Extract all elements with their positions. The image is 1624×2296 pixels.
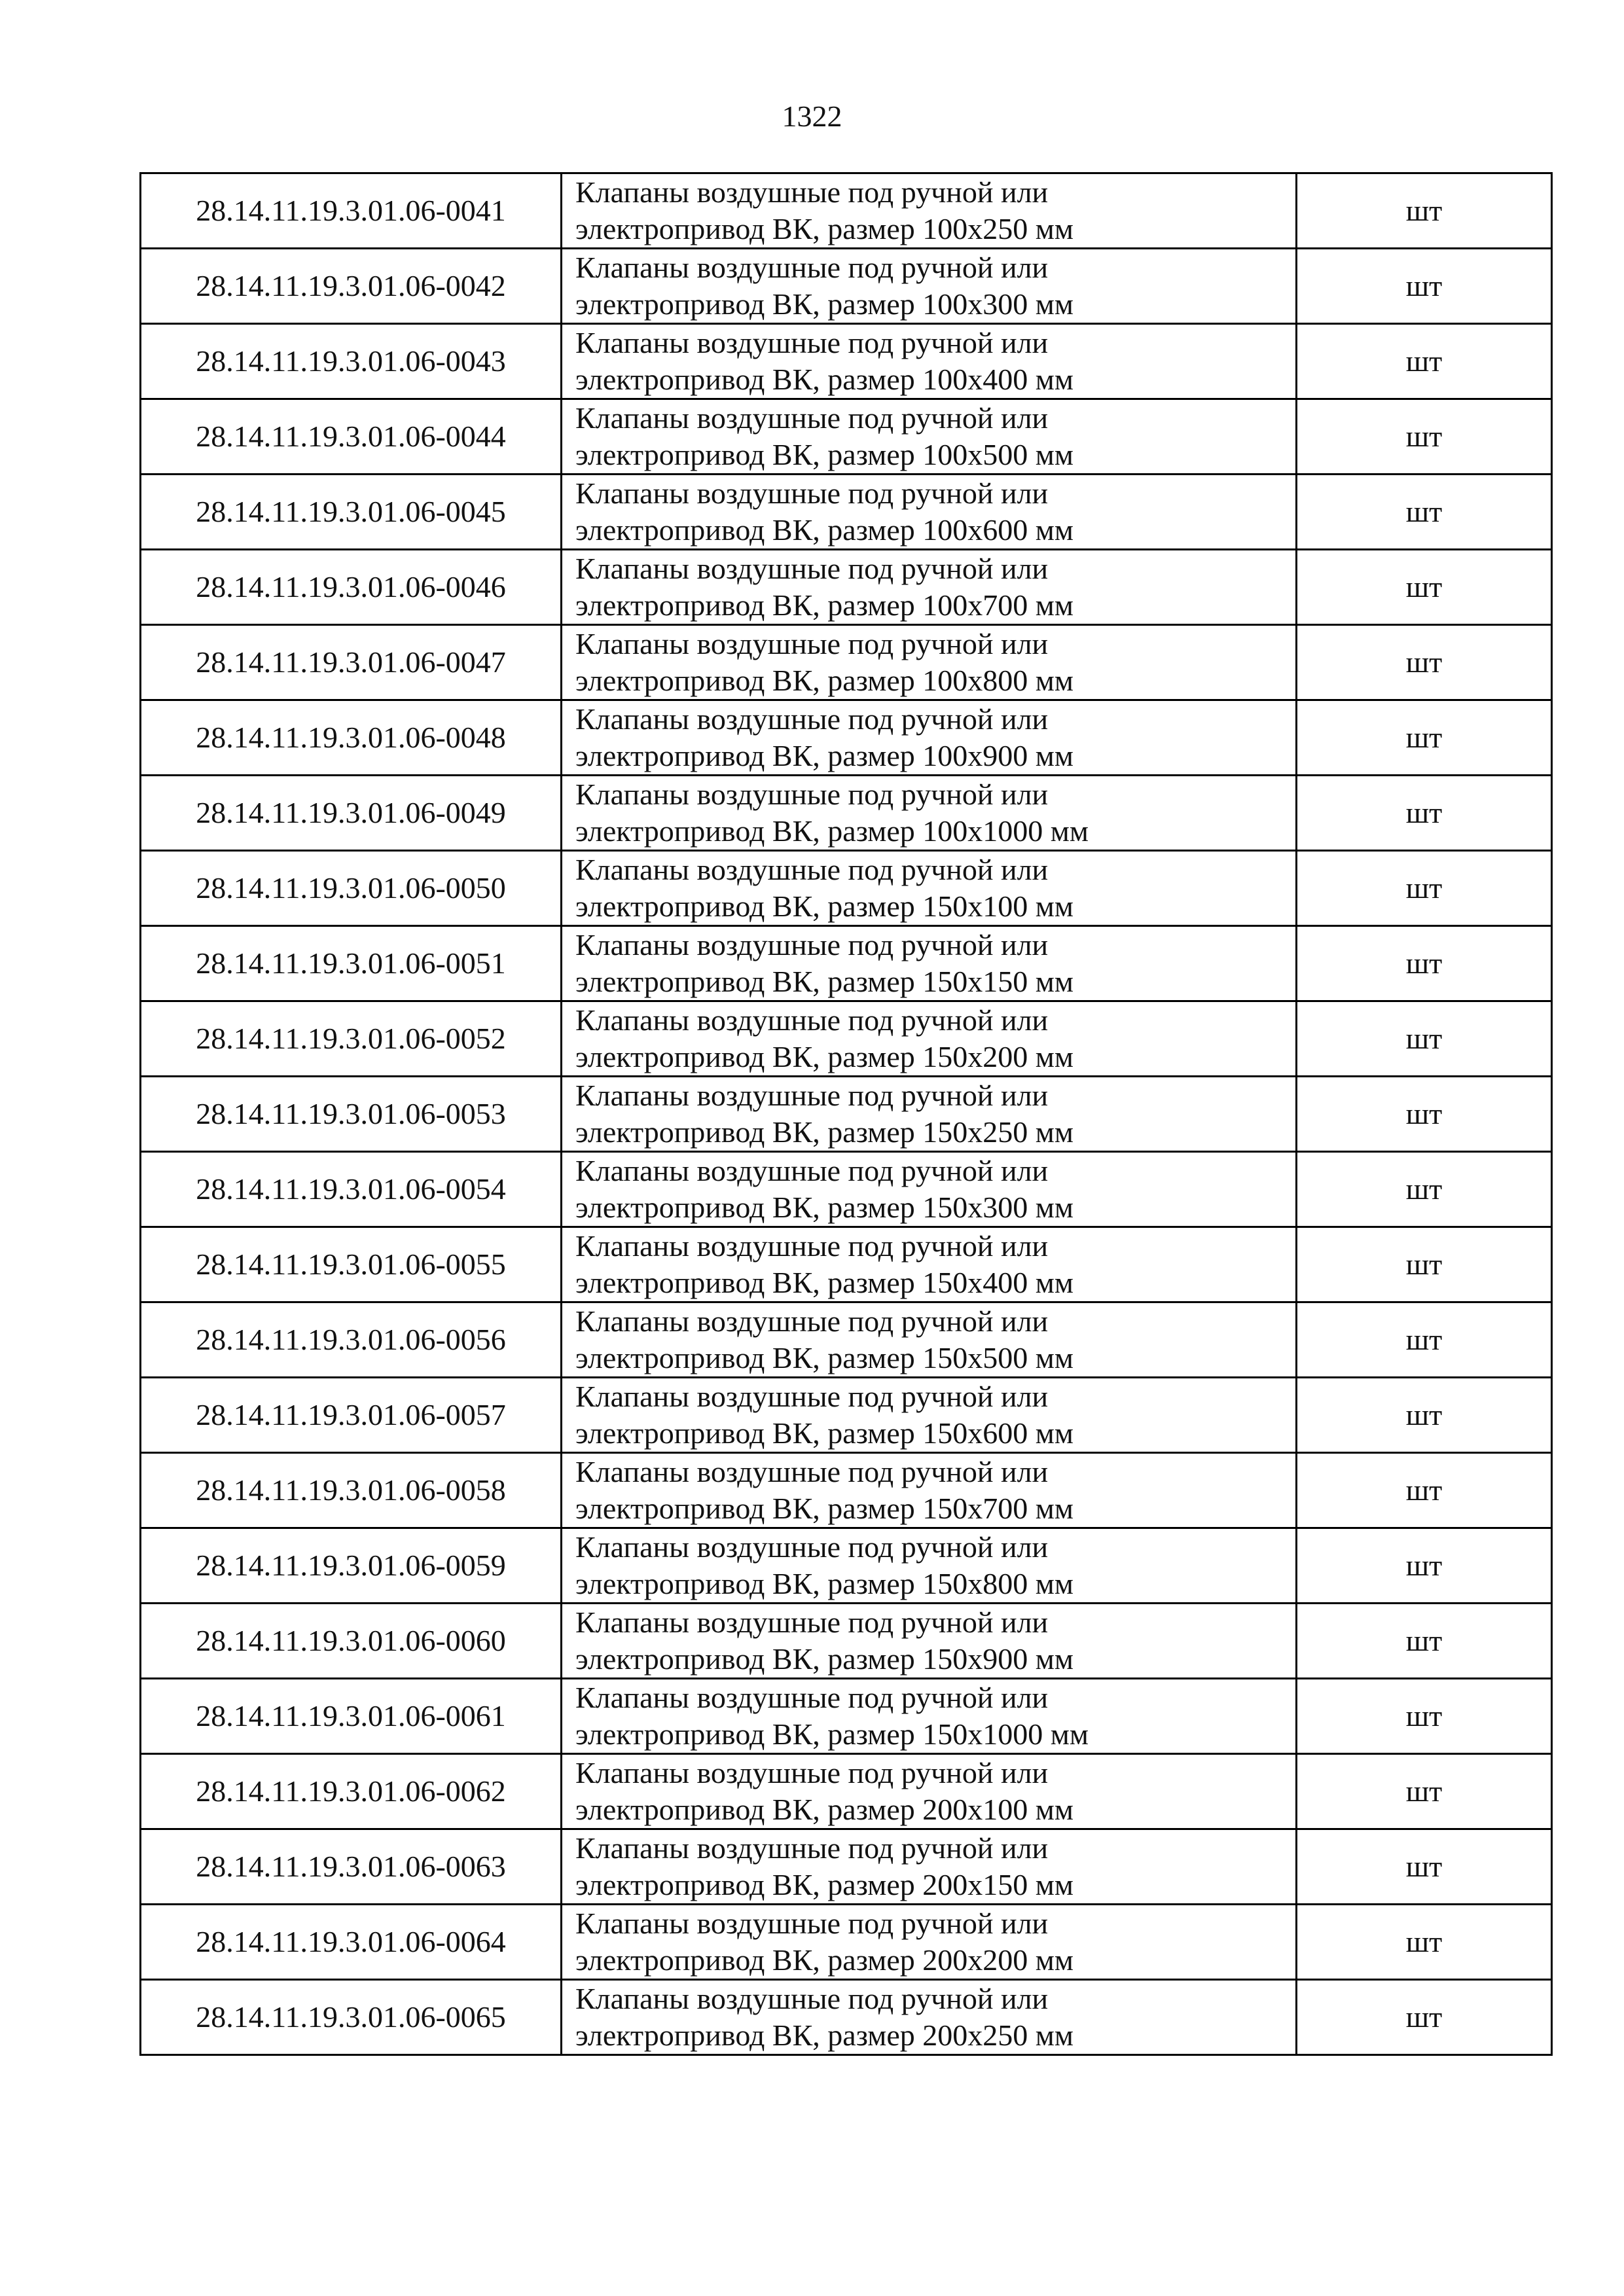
resource-code-cell: 28.14.11.19.3.01.06-0059 (141, 1528, 562, 1604)
resource-name-cell (562, 851, 1297, 926)
unit-cell: шт (1297, 249, 1552, 324)
resource-code-cell: 28.14.11.19.3.01.06-0053 (141, 1077, 562, 1152)
resource-name-line-1: Клапаны воздушные под ручной или (575, 1380, 1049, 1413)
unit-cell: шт (1297, 324, 1552, 399)
resource-name-line-1: Клапаны воздушные под ручной или (575, 627, 1049, 660)
resource-name-line-1: Клапаны воздушные под ручной или (575, 326, 1049, 359)
resource-name-line-2: электропривод ВК, размер 100х700 мм (575, 588, 1074, 622)
resource-name-line-1: Клапаны воздушные под ручной или (575, 702, 1049, 736)
table-row (141, 1905, 1552, 1980)
resource-name-cell (562, 1528, 1297, 1604)
resource-name-line-2: электропривод ВК, размер 200х150 мм (575, 1868, 1074, 1901)
unit-cell: шт (1297, 1453, 1552, 1528)
resource-code-cell: 28.14.11.19.3.01.06-0049 (141, 776, 562, 851)
resource-name-line-1: Клапаны воздушные под ручной или (575, 1982, 1049, 2015)
unit-cell: шт (1297, 851, 1552, 926)
resource-name-line-2: электропривод ВК, размер 100х400 мм (575, 363, 1074, 396)
resource-name-cell (562, 1905, 1297, 1980)
resource-name-cell (562, 475, 1297, 550)
resource-name-line-1: Клапаны воздушные под ручной или (575, 1530, 1049, 1564)
table-row (141, 324, 1552, 399)
table-row (141, 249, 1552, 324)
resource-name-cell (562, 1302, 1297, 1378)
table-row (141, 926, 1552, 1001)
resource-name-cell (562, 173, 1297, 249)
resource-name-line-1: Клапаны воздушные под ручной или (575, 928, 1049, 961)
unit-cell: шт (1297, 1679, 1552, 1754)
resource-code-cell: 28.14.11.19.3.01.06-0064 (141, 1905, 562, 1980)
unit-cell: шт (1297, 1754, 1552, 1829)
resource-code-cell: 28.14.11.19.3.01.06-0044 (141, 399, 562, 475)
page-number: 1322 (782, 99, 842, 133)
table-row (141, 625, 1552, 700)
resource-name-cell (562, 700, 1297, 776)
unit-cell: шт (1297, 1378, 1552, 1453)
unit-cell: шт (1297, 1829, 1552, 1905)
resource-name-line-2: электропривод ВК, размер 150х800 мм (575, 1567, 1074, 1600)
resource-name-line-2: электропривод ВК, размер 150х500 мм (575, 1341, 1074, 1374)
resource-code-cell: 28.14.11.19.3.01.06-0043 (141, 324, 562, 399)
resource-code-cell: 28.14.11.19.3.01.06-0063 (141, 1829, 562, 1905)
unit-cell: шт (1297, 1077, 1552, 1152)
resource-name-cell (562, 324, 1297, 399)
resource-code-cell: 28.14.11.19.3.01.06-0057 (141, 1378, 562, 1453)
resource-name-line-2: электропривод ВК, размер 150х700 мм (575, 1492, 1074, 1525)
resource-code-cell: 28.14.11.19.3.01.06-0052 (141, 1001, 562, 1077)
resource-name-cell (562, 776, 1297, 851)
resource-name-cell (562, 1679, 1297, 1754)
resource-code-cell: 28.14.11.19.3.01.06-0051 (141, 926, 562, 1001)
resource-name-line-2: электропривод ВК, размер 200х250 мм (575, 2018, 1074, 2052)
table-row (141, 1302, 1552, 1378)
unit-cell: шт (1297, 1152, 1552, 1227)
resource-name-line-2: электропривод ВК, размер 150х200 мм (575, 1040, 1074, 1073)
table-row (141, 1604, 1552, 1679)
resource-name-cell (562, 550, 1297, 625)
resource-code-cell: 28.14.11.19.3.01.06-0046 (141, 550, 562, 625)
unit-cell: шт (1297, 173, 1552, 249)
resource-name-cell (562, 1227, 1297, 1302)
resource-name-line-1: Клапаны воздушные под ручной или (575, 401, 1049, 435)
resource-name-line-1: Клапаны воздушные под ручной или (575, 778, 1049, 811)
table-row (141, 776, 1552, 851)
table-row (141, 1528, 1552, 1604)
resource-code-cell: 28.14.11.19.3.01.06-0056 (141, 1302, 562, 1378)
resource-name-line-2: электропривод ВК, размер 100х900 мм (575, 739, 1074, 772)
resource-name-cell (562, 399, 1297, 475)
resource-code-cell: 28.14.11.19.3.01.06-0062 (141, 1754, 562, 1829)
resource-name-line-2: электропривод ВК, размер 150х250 мм (575, 1115, 1074, 1149)
table-row (141, 399, 1552, 475)
table-row (141, 1679, 1552, 1754)
unit-cell: шт (1297, 1528, 1552, 1604)
resource-code-cell: 28.14.11.19.3.01.06-0047 (141, 625, 562, 700)
table-row (141, 550, 1552, 625)
resource-table (139, 172, 1553, 2056)
resource-code-cell: 28.14.11.19.3.01.06-0045 (141, 475, 562, 550)
resource-name-line-1: Клапаны воздушные под ручной или (575, 1605, 1049, 1639)
table-row (141, 1378, 1552, 1453)
resource-name-line-2: электропривод ВК, размер 100х250 мм (575, 212, 1074, 245)
table-row (141, 1001, 1552, 1077)
resource-name-line-2: электропривод ВК, размер 100х600 мм (575, 513, 1074, 547)
unit-cell: шт (1297, 1980, 1552, 2055)
resource-code-cell: 28.14.11.19.3.01.06-0041 (141, 173, 562, 249)
table-row (141, 1152, 1552, 1227)
resource-name-line-1: Клапаны воздушные под ручной или (575, 175, 1049, 209)
table-row (141, 1227, 1552, 1302)
unit-cell: шт (1297, 1604, 1552, 1679)
unit-cell: шт (1297, 776, 1552, 851)
table-row (141, 1754, 1552, 1829)
resource-name-cell (562, 625, 1297, 700)
resource-name-line-2: электропривод ВК, размер 150х150 мм (575, 965, 1074, 998)
resource-name-cell (562, 1453, 1297, 1528)
resource-code-cell: 28.14.11.19.3.01.06-0058 (141, 1453, 562, 1528)
resource-name-line-1: Клапаны воздушные под ручной или (575, 251, 1049, 284)
resource-code-cell: 28.14.11.19.3.01.06-0055 (141, 1227, 562, 1302)
resource-name-line-1: Клапаны воздушные под ручной или (575, 1304, 1049, 1338)
resource-name-cell (562, 1604, 1297, 1679)
resource-name-cell (562, 1378, 1297, 1453)
resource-name-line-1: Клапаны воздушные под ручной или (575, 1079, 1049, 1112)
resource-code-cell: 28.14.11.19.3.01.06-0042 (141, 249, 562, 324)
table-row (141, 1453, 1552, 1528)
resource-name-line-2: электропривод ВК, размер 150х1000 мм (575, 1717, 1089, 1751)
resource-code-cell: 28.14.11.19.3.01.06-0060 (141, 1604, 562, 1679)
resource-name-cell (562, 1829, 1297, 1905)
resource-name-line-2: электропривод ВК, размер 100х500 мм (575, 438, 1074, 471)
resource-name-cell (562, 1001, 1297, 1077)
unit-cell: шт (1297, 1302, 1552, 1378)
resource-code-cell: 28.14.11.19.3.01.06-0065 (141, 1980, 562, 2055)
resource-name-line-1: Клапаны воздушные под ручной или (575, 1831, 1049, 1865)
resource-name-line-2: электропривод ВК, размер 150х400 мм (575, 1266, 1074, 1299)
resource-name-line-1: Клапаны воздушные под ручной или (575, 1003, 1049, 1037)
table-row (141, 1829, 1552, 1905)
resource-name-line-1: Клапаны воздушные под ручной или (575, 1455, 1049, 1488)
resource-name-line-1: Клапаны воздушные под ручной или (575, 476, 1049, 510)
resource-name-line-2: электропривод ВК, размер 150х600 мм (575, 1416, 1074, 1450)
resource-name-line-2: электропривод ВК, размер 200х200 мм (575, 1943, 1074, 1977)
resource-name-cell (562, 1980, 1297, 2055)
table-row (141, 1980, 1552, 2055)
resource-name-line-1: Клапаны воздушные под ручной или (575, 1907, 1049, 1940)
unit-cell: шт (1297, 475, 1552, 550)
unit-cell: шт (1297, 399, 1552, 475)
resource-name-line-2: электропривод ВК, размер 100х800 мм (575, 664, 1074, 697)
resource-name-cell (562, 1077, 1297, 1152)
resource-name-cell (562, 249, 1297, 324)
resource-name-line-2: электропривод ВК, размер 150х300 мм (575, 1191, 1074, 1224)
resource-code-cell: 28.14.11.19.3.01.06-0048 (141, 700, 562, 776)
table-row (141, 851, 1552, 926)
resource-name-line-1: Клапаны воздушные под ручной или (575, 1154, 1049, 1187)
resource-name-line-1: Клапаны воздушные под ручной или (575, 552, 1049, 585)
resource-name-line-1: Клапаны воздушные под ручной или (575, 1229, 1049, 1263)
resource-code-cell: 28.14.11.19.3.01.06-0050 (141, 851, 562, 926)
unit-cell: шт (1297, 1905, 1552, 1980)
resource-table-body (141, 173, 1552, 2055)
resource-name-line-1: Клапаны воздушные под ручной или (575, 1681, 1049, 1714)
resource-name-line-2: электропривод ВК, размер 150х100 мм (575, 889, 1074, 923)
unit-cell: шт (1297, 1227, 1552, 1302)
resource-code-cell: 28.14.11.19.3.01.06-0061 (141, 1679, 562, 1754)
resource-name-line-2: электропривод ВК, размер 100х1000 мм (575, 814, 1089, 848)
resource-name-cell (562, 926, 1297, 1001)
resource-name-cell (562, 1754, 1297, 1829)
resource-name-line-2: электропривод ВК, размер 150х900 мм (575, 1642, 1074, 1676)
unit-cell: шт (1297, 550, 1552, 625)
resource-name-line-2: электропривод ВК, размер 100х300 мм (575, 287, 1074, 321)
unit-cell: шт (1297, 926, 1552, 1001)
unit-cell: шт (1297, 625, 1552, 700)
resource-code-cell: 28.14.11.19.3.01.06-0054 (141, 1152, 562, 1227)
unit-cell: шт (1297, 1001, 1552, 1077)
resource-name-cell (562, 1152, 1297, 1227)
resource-name-line-1: Клапаны воздушные под ручной или (575, 1756, 1049, 1789)
table-row (141, 700, 1552, 776)
resource-name-line-1: Клапаны воздушные под ручной или (575, 853, 1049, 886)
unit-cell: шт (1297, 700, 1552, 776)
table-row (141, 1077, 1552, 1152)
resource-name-line-2: электропривод ВК, размер 200х100 мм (575, 1793, 1074, 1826)
table-row (141, 475, 1552, 550)
table-row (141, 173, 1552, 249)
